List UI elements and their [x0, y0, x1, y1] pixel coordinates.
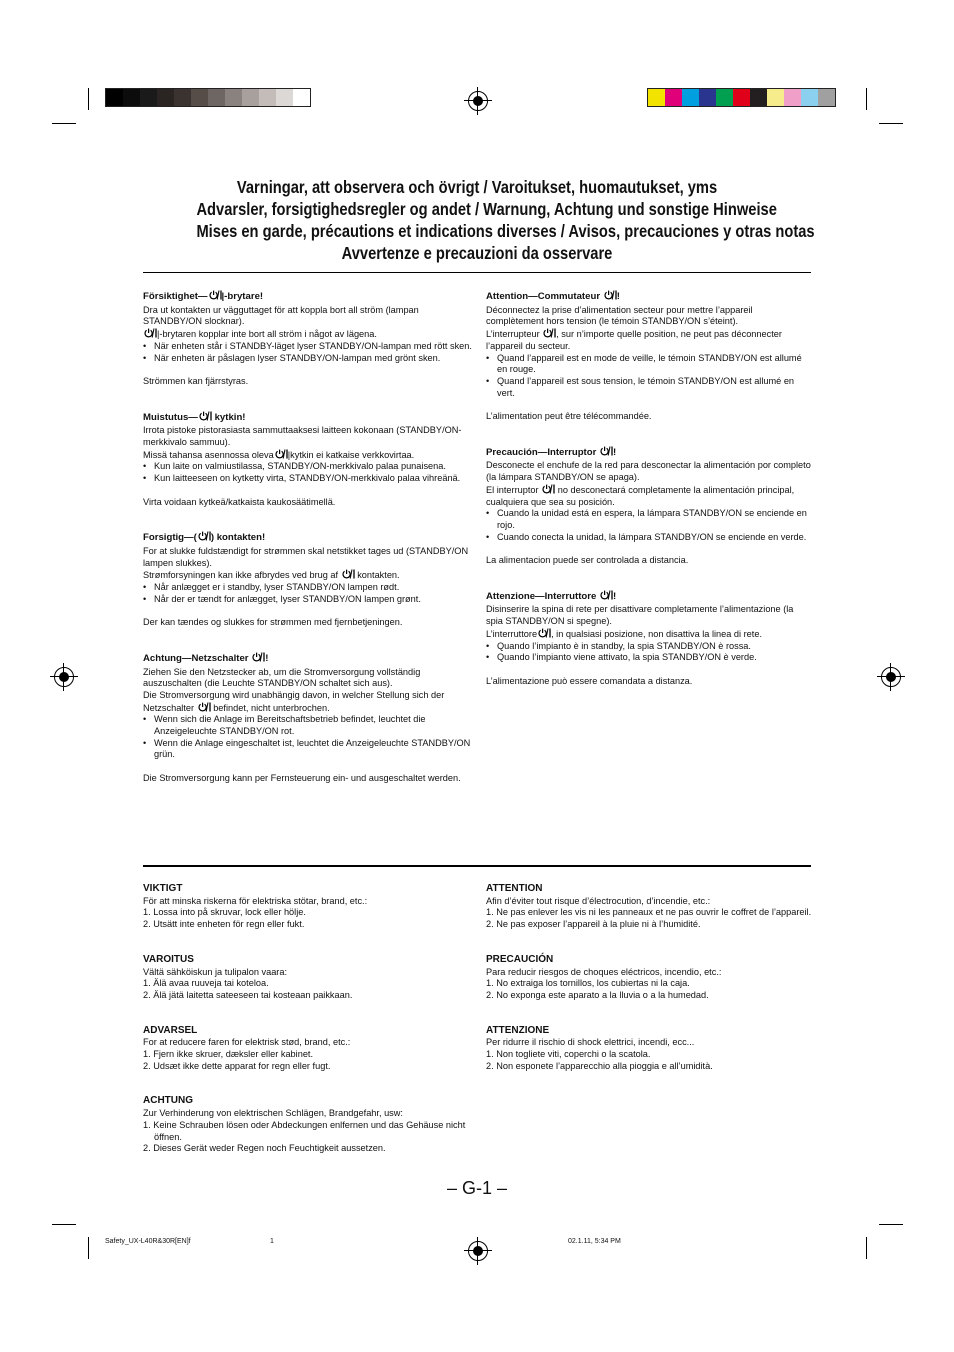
color-swatch: [801, 89, 818, 106]
footer-page: 1: [270, 1238, 274, 1245]
list-item: 2. Udsæt ikke dette apparat for regn eller fugt.: [143, 1060, 331, 1071]
right-caution-column: [486, 290, 812, 710]
german-caution: Achtung—Netzschalter ! Ziehen Sie den Netzstecker ab, um die Stromversorgung vollständig auszuschalten (die Leuchte STANDBY/ON schaltet sich aus). Die Stromversorgung wird unabhängig davon, in welcher Stellung sich der Netzschalter befindet, nicht unterbrochen. • Wenn sich die Anlage im Bereitschaftsbetrieb befindet, leuchtet die Anzeigeleuchte STANDBY/ON rot. • Wenn die Anlage eingeschaltet ist, leuchtet die Anzeigeleuchte STANDBY/ON grün. Die Stromversorgung kann per Fernsteuerung ein- und ausgeschaltet werden.: [143, 652, 473, 785]
warning-block: VIKTIGT För att minska riskerna för elektriska stötar, brand, etc.: 1. Lossa into på skruvar, lock eller hölje. 2. Utsätt inte enheten för regn eller fukt.: [143, 883, 473, 931]
warning-block: ACHTUNG Zur Verhinderung von elektrischen Schlägen, Brandgefahr, usw: 1. Keine Schrauben lösen oder Abdeckungen enlfernen und das Gehäuse nicht öffnen. 2. Dieses Gerät weder Regen noch Feuchtigkeit aussetzen.: [143, 1095, 473, 1155]
list-item: • När enheten står i STANDBY-läget lyser STANDBY/ON-lampan med rött sken.: [143, 341, 473, 353]
spanish-caution: Precaución—Interruptor ! Desconecte el enchufe de la red para desconectar la alimentación por completo (la lámpara STANDBY/ON se apaga). El interruptor no desconectará completamente la alimentación principal, cualquiera que sea su posición. • Cuando la unidad está en espera, la lámpara STANDBY/ON se enciende en rojo. • Cuando conecta la unidad, la lámpara STANDBY/ON se enciende en verde. La alimentacion puede ser controlada a distancia.: [486, 446, 812, 567]
footer-filename: Safety_UX-L40R&30R[EN]f: [105, 1238, 191, 1245]
list-item: 1. Lossa into på skruvar, lock eller hölje.: [143, 907, 306, 918]
danish-caution: Forsigtig—( ) kontakten! For at slukke fuldstændigt for strømmen skal netstikket tages ud (STANDBY/ON lampen slukkes). Strømforsyningen kan ikke afbrydes ved brug af kontakten. • Når anlægget er i standby, lyser STANDBY/ON lampen rødt. • Når der er tændt for anlægget, lyser STANDBY/ON lampen grønt. Der kan tændes og slukkes for strømmen med fjernbetjeningen.: [143, 531, 473, 629]
list-item: 2. Ne pas exposer l’appareil à la pluie ni à l’humidité.: [486, 919, 701, 930]
grayscale-color-bar: [105, 88, 311, 107]
power-standby-icon: [537, 628, 551, 638]
power-standby-icon: [274, 449, 288, 459]
color-swatch: [699, 89, 716, 106]
list-item: • Quando l’impianto è in standby, la spia STANDBY/ON è rossa.: [486, 641, 812, 653]
footer-timestamp: 02.1.11, 5:34 PM: [568, 1238, 621, 1245]
crop-mark: [88, 1237, 89, 1259]
power-standby-icon: [208, 290, 222, 300]
list-item: 2. Dieses Gerät weder Regen noch Feuchtigkeit aussetzen.: [143, 1143, 386, 1154]
title-line: Avvertenze e precauzioni da osservare: [341, 243, 613, 263]
color-swatch: [259, 89, 276, 106]
left-caution-column: [143, 290, 473, 808]
color-swatch: [682, 89, 699, 106]
list-item: • Cuando la unidad está en espera, la lámpara STANDBY/ON se enciende en rojo.: [486, 508, 812, 531]
power-standby-icon: [541, 484, 555, 494]
registration-mark-icon: [881, 667, 901, 687]
color-swatch: [818, 89, 835, 106]
title-line: Mises en garde, précautions et indications diverses / Avisos, precauciones y otras notas: [196, 221, 815, 241]
color-swatch: [716, 89, 733, 106]
power-standby-icon: [251, 652, 265, 662]
title-divider: [143, 272, 811, 273]
color-swatch: [174, 89, 191, 106]
list-item: • Når anlægget er i standby, lyser STANDBY/ON lampen rødt.: [143, 582, 473, 594]
power-standby-icon: [603, 290, 617, 300]
power-standby-icon: [599, 446, 613, 456]
warning-block: ATTENTION Afin d’éviter tout risque d’électrocution, d’incendie, etc.: 1. Ne pas enlever les vis ni les panneaux et ne pas ouvrir le coffret de l’appareil. 2. Ne pas exposer l’appareil à la pluie ni à l’humidité.: [486, 883, 812, 930]
list-item: • När enheten är påslagen lyser STANDBY/ON-lampan med grönt sken.: [143, 353, 473, 365]
power-standby-icon: [542, 328, 556, 338]
list-item: • Wenn die Anlage eingeschaltet ist, leuchtet die Anzeigeleuchte STANDBY/ON grün.: [143, 738, 473, 761]
color-swatch: [157, 89, 174, 106]
list-item: • Når der er tændt for anlægget, lyser STANDBY/ON lampen grønt.: [143, 594, 473, 606]
crop-mark: [88, 88, 89, 110]
color-swatch: [140, 89, 157, 106]
list-item: 1. Älä avaa ruuveja tai koteloa.: [143, 978, 269, 989]
crop-mark: [52, 1224, 76, 1225]
color-swatch: [208, 89, 225, 106]
list-item: 2. No exponga este aparato a la lluvia o a la humedad.: [486, 989, 709, 1000]
list-item: 1. Fjern ikke skruer, dæksler eller kabinet.: [143, 1049, 314, 1060]
color-swatch: [123, 89, 140, 106]
crop-mark: [879, 123, 903, 124]
power-standby-icon: [143, 328, 157, 338]
finnish-caution: Muistutus— kytkin! Irrota pistoke pistorasiasta sammuttaaksesi laitteen kokonaan (STANDBY/ON-merkkivalo sammuu). Missä tahansa asennossa oleva |kytkin ei katkaise verkkovirtaa. • Kun laite on valmiustilassa, STANDBY/ON-merkkivalo palaa punaisena. • Kun laitteeseen on kytketty virta, STANDBY/ON-merkkivalo palaa vihreänä. Virta voidaan kytkeä/katkaista kaukosäätimellä.: [143, 411, 473, 509]
list-item: • Quand l’appareil est en mode de veille, le témoin STANDBY/ON est allumé en rouge.: [486, 353, 812, 376]
left-warnings-column: [143, 883, 473, 1178]
warning-block: PRECAUCIÓN Para reducir riesgos de choques eléctricos, incendio, etc.: 1. No extraiga los tornillos, los cubiertas ni la caja. 2. No exponga este aparato a la lluvia o a la humedad.: [486, 954, 812, 1002]
list-item: 2. Älä jätä laitetta sateeseen tai kosteaan paikkaan.: [143, 989, 353, 1000]
list-item: 2. Non esponete l’apparecchio alla pioggia e all’umidità.: [486, 1060, 713, 1071]
list-item: 2. Utsätt inte enheten för regn eller fukt.: [143, 919, 305, 930]
warning-block: ATTENZIONE Per ridurre il rischio di shock elettrici, incendi, ecc... 1. Non togliete viti, coperchi o la scatola. 2. Non esponete l’apparecchio alla pioggia e all’umidità.: [486, 1025, 812, 1073]
swedish-caution: Försiktighet— |-brytare! Dra ut kontakten ur vägguttaget för att koppla bort all ström (lampan STANDBY/ON slocknar). |-brytaren kopplar inte bort all ström i något av lägena. • När enheten står i STANDBY-läget lyser STANDBY/ON-lampan med rött sken. • När enheten är påslagen lyser STANDBY/ON-lampan med grönt sken. Strömmen kan fjärrstyras.: [143, 290, 473, 388]
section-divider: [143, 865, 811, 867]
color-swatch: [733, 89, 750, 106]
page-title: [196, 176, 815, 264]
warning-block: ADVARSEL For at reducere faren for elektrisk stød, brand, etc.: 1. Fjern ikke skruer, dæksler eller kabinet. 2. Udsæt ikke dette apparat for regn eller fugt.: [143, 1025, 473, 1073]
registration-mark-icon: [54, 667, 74, 687]
list-item: • Kun laitteeseen on kytketty virta, STANDBY/ON-merkkivalo palaa vihreänä.: [143, 473, 473, 485]
list-item: 1. Keine Schrauben lösen oder Abdeckungen enlfernen und das Gehäuse nicht öffnen.: [143, 1119, 466, 1142]
color-swatch: [293, 89, 310, 106]
power-standby-icon: [341, 569, 355, 579]
color-swatch: [784, 89, 801, 106]
list-item: • Quando l’impianto viene attivato, la spia STANDBY/ON è verde.: [486, 652, 812, 664]
list-item: • Quand l’appareil est sous tension, le témoin STANDBY/ON est allumé en vert.: [486, 376, 812, 399]
list-item: • Wenn sich die Anlage im Bereitschaftsbetrieb befindet, leuchtet die Anzeigeleuchte STANDBY/ON rot.: [143, 714, 473, 737]
color-swatch: [648, 89, 665, 106]
french-caution: Attention—Commutateur ! Déconnectez la prise d’alimentation secteur pour mettre l’appareil complètement hors tension (le témoin STANDBY/ON s’éteint). L’interrupteur , sur n’importe quelle position, ne peut pas déconnecter l’appareil du secteur. • Quand l’appareil est en mode de veille, le témoin STANDBY/ON est allumé en rouge. • Quand l’appareil est sous tension, le témoin STANDBY/ON est allumé en vert. L’alimentation peut être télécommandée.: [486, 290, 812, 423]
crop-mark: [52, 123, 76, 124]
power-standby-icon: [198, 411, 212, 421]
cmyk-color-bar: [647, 88, 836, 107]
registration-mark-icon: [468, 91, 488, 111]
title-line: Varningar, att observera och övrigt / Varoitukset, huomautukset, yms: [236, 177, 718, 197]
power-standby-icon: [197, 702, 211, 712]
color-swatch: [665, 89, 682, 106]
crop-mark: [879, 1224, 903, 1225]
color-swatch: [191, 89, 208, 106]
warning-block: VAROITUS Vältä sähköiskun ja tulipalon vaara: 1. Älä avaa ruuveja tai koteloa. 2. Älä jätä laitetta sateeseen tai kosteaan paikkaan.: [143, 954, 473, 1002]
crop-mark: [866, 1237, 867, 1259]
registration-mark-icon: [468, 1241, 488, 1261]
right-warnings-column: [486, 883, 812, 1095]
color-swatch: [225, 89, 242, 106]
color-swatch: [242, 89, 259, 106]
power-standby-icon: [599, 590, 613, 600]
power-standby-icon: [197, 531, 211, 541]
list-item: 1. Ne pas enlever les vis ni les panneaux et ne pas ouvrir le coffret de l’appareil.: [486, 907, 812, 918]
list-item: 1. Non togliete viti, coperchi o la scatola.: [486, 1049, 651, 1060]
page-number: – G-1 –: [446, 1178, 508, 1198]
color-swatch: [106, 89, 123, 106]
italian-caution: Attenzione—Interruttore ! Disinserire la spina di rete per disattivare completamente l’alimentazione (la spia STANDBY/ON si spegne). L’interruttore , in qualsiasi posizione, non disattiva la linea di rete. • Quando l’impianto è in standby, la spia STANDBY/ON è rossa. • Quando l’impianto viene attivato, la spia STANDBY/ON è verde. L’alimentazione può essere comandata a distanza.: [486, 590, 812, 688]
color-swatch: [276, 89, 293, 106]
list-item: • Cuando conecta la unidad, la lámpara STANDBY/ON se enciende en verde.: [486, 532, 812, 544]
list-item: 1. No extraiga los tornillos, los cubiertas ni la caja.: [486, 978, 690, 989]
color-swatch: [767, 89, 784, 106]
list-item: • Kun laite on valmiustilassa, STANDBY/ON-merkkivalo palaa punaisena.: [143, 461, 473, 473]
title-line: Advarsler, forsigtighedsregler og andet / Warnung, Achtung und sonstige Hinweise: [196, 199, 777, 219]
crop-mark: [866, 88, 867, 110]
color-swatch: [750, 89, 767, 106]
